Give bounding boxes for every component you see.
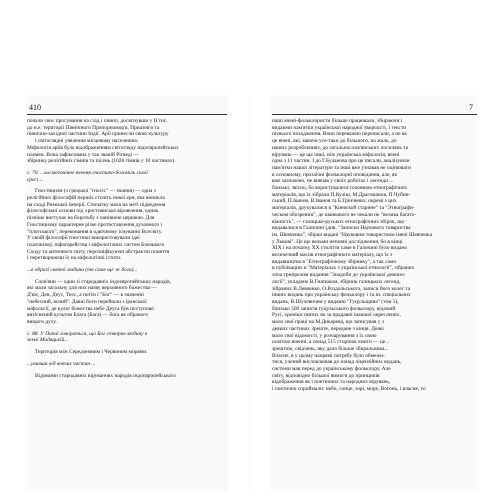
text-line: єресі... — [27, 176, 43, 183]
text-line: віжність", — галицько-руських етнографічних збірок, що — [272, 218, 405, 225]
book-spine — [248, 96, 249, 490]
text-line: Територія між Середземним і Червоним морями. — [35, 349, 148, 356]
text-line: наших розробленнях, до загальнослов'янських посилань та — [272, 144, 409, 151]
text-line: видань, В.Шухевичем у виданні "Гуцульщина" (том 5), — [272, 298, 399, 305]
text-line: Відомими стародавніх віруваннях народів індоєвропейського — [35, 372, 176, 379]
text-line: в публікаціях в "Матеріалах з української етнології", зібраних — [272, 265, 415, 272]
text-line: Слов'яни — один зі стародавніх індоєвропейських народів, — [35, 278, 172, 285]
text-line: пам'ятки нашої літератури та інші вже узнавав не оцінювати — [272, 164, 411, 171]
header-rule — [27, 114, 227, 115]
text-line: вірувань — це ще інші, ніж українська міфологія, вчені — [272, 151, 400, 158]
text-line: Д'ює, Дев, Деус, Теос, а потім і "Бог" — в значенні — [27, 292, 144, 299]
text-line: це вчені, які, маючи усе-таки до більшого, на жаль, до — [272, 138, 397, 145]
text-line: видавництва в "Етнографічному збірнику", а так само — [272, 258, 397, 265]
text-line: наші вчені-фольклористи більше працювали, збираючи і — [272, 118, 403, 124]
text-line: Міфологія арїїв була відображенням світогляду індоєвропейських — [27, 144, 179, 151]
page-number: 410 — [29, 103, 41, 112]
text-line: видавалися в Галичині (див. "Записки Наукового товариства — [272, 225, 411, 232]
text-line: витіснений культом Блага (Бага) — бога як обраного — [27, 312, 149, 319]
text-line: близько 500 записів гуцульського фольклору, відомий — [272, 305, 396, 312]
text-line: філософської основи під християнське віровчення, однак — [27, 208, 159, 215]
text-line: матеріалів, що їх зібрали П.Куліш, М.Драгоманов, П.Чубин- — [272, 191, 411, 198]
text-line: ський, П.Іванов, В.Іванов та Б.Грінченко; окремі з цих — [272, 198, 397, 205]
text-line: Сходу та античного світу, персоніфікуючи абстрактні поняття — [27, 248, 170, 255]
text-line: зрештою, свідчень, яку дало більше збиральника... — [272, 345, 389, 352]
text-line: Русі, хроніки святих як за прадавні інакшої окреслених, — [272, 312, 401, 319]
text-line: на сході Римської імперії. Спочатку мала на меті підведення — [27, 201, 166, 208]
text-line: і світоглядні уявлення місцевому населенню. — [35, 138, 139, 145]
text-line: і поетично сприймали: небо, сонце, зорі, море, Вогонь, і власне, то — [272, 386, 426, 393]
text-line: У своїй філософії гностики використовували ідеї — [27, 235, 140, 242]
text-line: пізніше виступає на боротьбу з панівною церквою. Для — [27, 215, 155, 222]
text-line: освітою вченні, а понад 515 сторінок книги — це... — [272, 339, 390, 346]
page-text — [27, 118, 227, 379]
text-line: системи мав перед до українському фольклору. Але — [272, 366, 391, 373]
text-line: ческом обозрении", де шанкового не чекали не "велика багато- — [272, 211, 417, 218]
text-line: північно-західної частини Індії. Арії принесли свою культуру — [27, 131, 169, 138]
text-line: Гностицизм (з грецької "гносіс" — знання) — одна з — [35, 188, 156, 195]
text-line: величезний масив етнографічного матеріалу, що їх з — [272, 252, 393, 259]
text-line: ім. Шевченка", збірки видані "Науковим товариством імені Шевченка — [272, 231, 433, 238]
text-line: мало свої праці на М.Дикарева, що записував у з — [272, 319, 384, 326]
text-line: логії", укладене В.Гнатюком, збірник галицьких легенд, — [272, 278, 401, 285]
text-line: збірнику релігійних гімнів та пісень (1028 гімнів у 10 частинах). — [27, 158, 176, 165]
header-rule — [272, 114, 477, 115]
text-line: відображення як і поетичних та народних вірувань, — [272, 379, 391, 386]
text-line: XIX і на початку XX століття саме в Галичині було видано — [272, 245, 407, 252]
text-line: близькі, звісно, бо користувалися головною етнографічних — [272, 185, 408, 192]
text-line: землі Мадяцькій... — [27, 337, 69, 344]
text-line: почали своє просування на схід і північ, досягнувши у II тис. — [27, 118, 168, 124]
text-line: вже зазначено, не вивчав у своїх роботах і легенди ... — [272, 178, 394, 185]
text-line: Гностицизму характерне різке протиставлення духовного і — [27, 221, 162, 228]
text-line: світу, відповідно більшої вимоги до принципів — [272, 372, 380, 379]
text-line: "небесний, ясний". Давні боги перейшли з іранської — [27, 298, 147, 305]
text-line: міфології, де культ божества небо Деуса був поступово — [27, 305, 154, 312]
text-line: які мали загальну для них назву верховного божества — — [27, 285, 157, 292]
text-line: інших видань про українську фольклору і та ін. спеціальних — [272, 292, 411, 299]
text-line: і перетворюючи їх на міфологічні істоти. — [27, 255, 122, 262]
text-line: "плотського", переконання в одвічному існуванні Всесвіту. — [27, 228, 163, 235]
text-line: Власне, в у цьому напрямі потребу було обмежи- — [272, 352, 385, 359]
text-line: племен. Вона зафіксована у так званій Рігведі — — [27, 151, 139, 158]
text-line: матеріалів, друкувалися в "Киевской старине" та "Этнографи- — [272, 205, 415, 212]
page-number: 7 — [469, 103, 473, 112]
text-line: ...в образі святої людини (та саме ще ж бога)... — [27, 267, 138, 274]
text-line: вищого духу. — [27, 318, 57, 325]
text-line: хоча трипрелим видання "Знадоби до української демоно- — [272, 272, 406, 279]
text-line: у Львові". Це ще вельми неповні дослідження, бо в кінці — [272, 238, 403, 245]
text-line: видаючи пам'ятки української народної творчості, і тексти — [272, 124, 407, 131]
text-line: мало свої відомості, у розчарування з їх свою — [272, 332, 377, 339]
text-line: в основному, прозаїчні фольклорні оповідання, але, як — [272, 171, 398, 178]
right-page — [272, 96, 477, 490]
page-text — [272, 118, 477, 393]
text-line: ...увивши від вовчих частин ... — [27, 360, 96, 367]
text-line: зібраних В.Левченко, О.Роздольського, записи його колег та — [272, 285, 410, 292]
left-page — [27, 96, 227, 490]
text-line: релігійних філософій першіх століть нової ери, яка виникла — [27, 195, 165, 202]
text-line: пізнього походження. Вони переважно переписали, а не як — [272, 131, 407, 138]
text-line: до н.е. території Північного Причорномор'я, Приазов'я та — [27, 124, 159, 131]
text-line: деяких частинах Зреште, передане з кінця. Деякі — [272, 325, 384, 332]
text-line: платонізму, піфагорейства і міфологічних систем Близького — [27, 241, 165, 248]
text-line: тися, учений висловлював до понад ліцензійних видань, — [272, 359, 402, 366]
text-line: с. 70. ...космогонічне вчення гностико-богоміль ської — [27, 169, 148, 176]
text-line: с. 88. У Папаї говориться, що Бог створив людину в — [27, 330, 148, 337]
text-line: одна з 11 частин. І до Г.Буланова про це писали, аналізуючи — [272, 158, 410, 165]
